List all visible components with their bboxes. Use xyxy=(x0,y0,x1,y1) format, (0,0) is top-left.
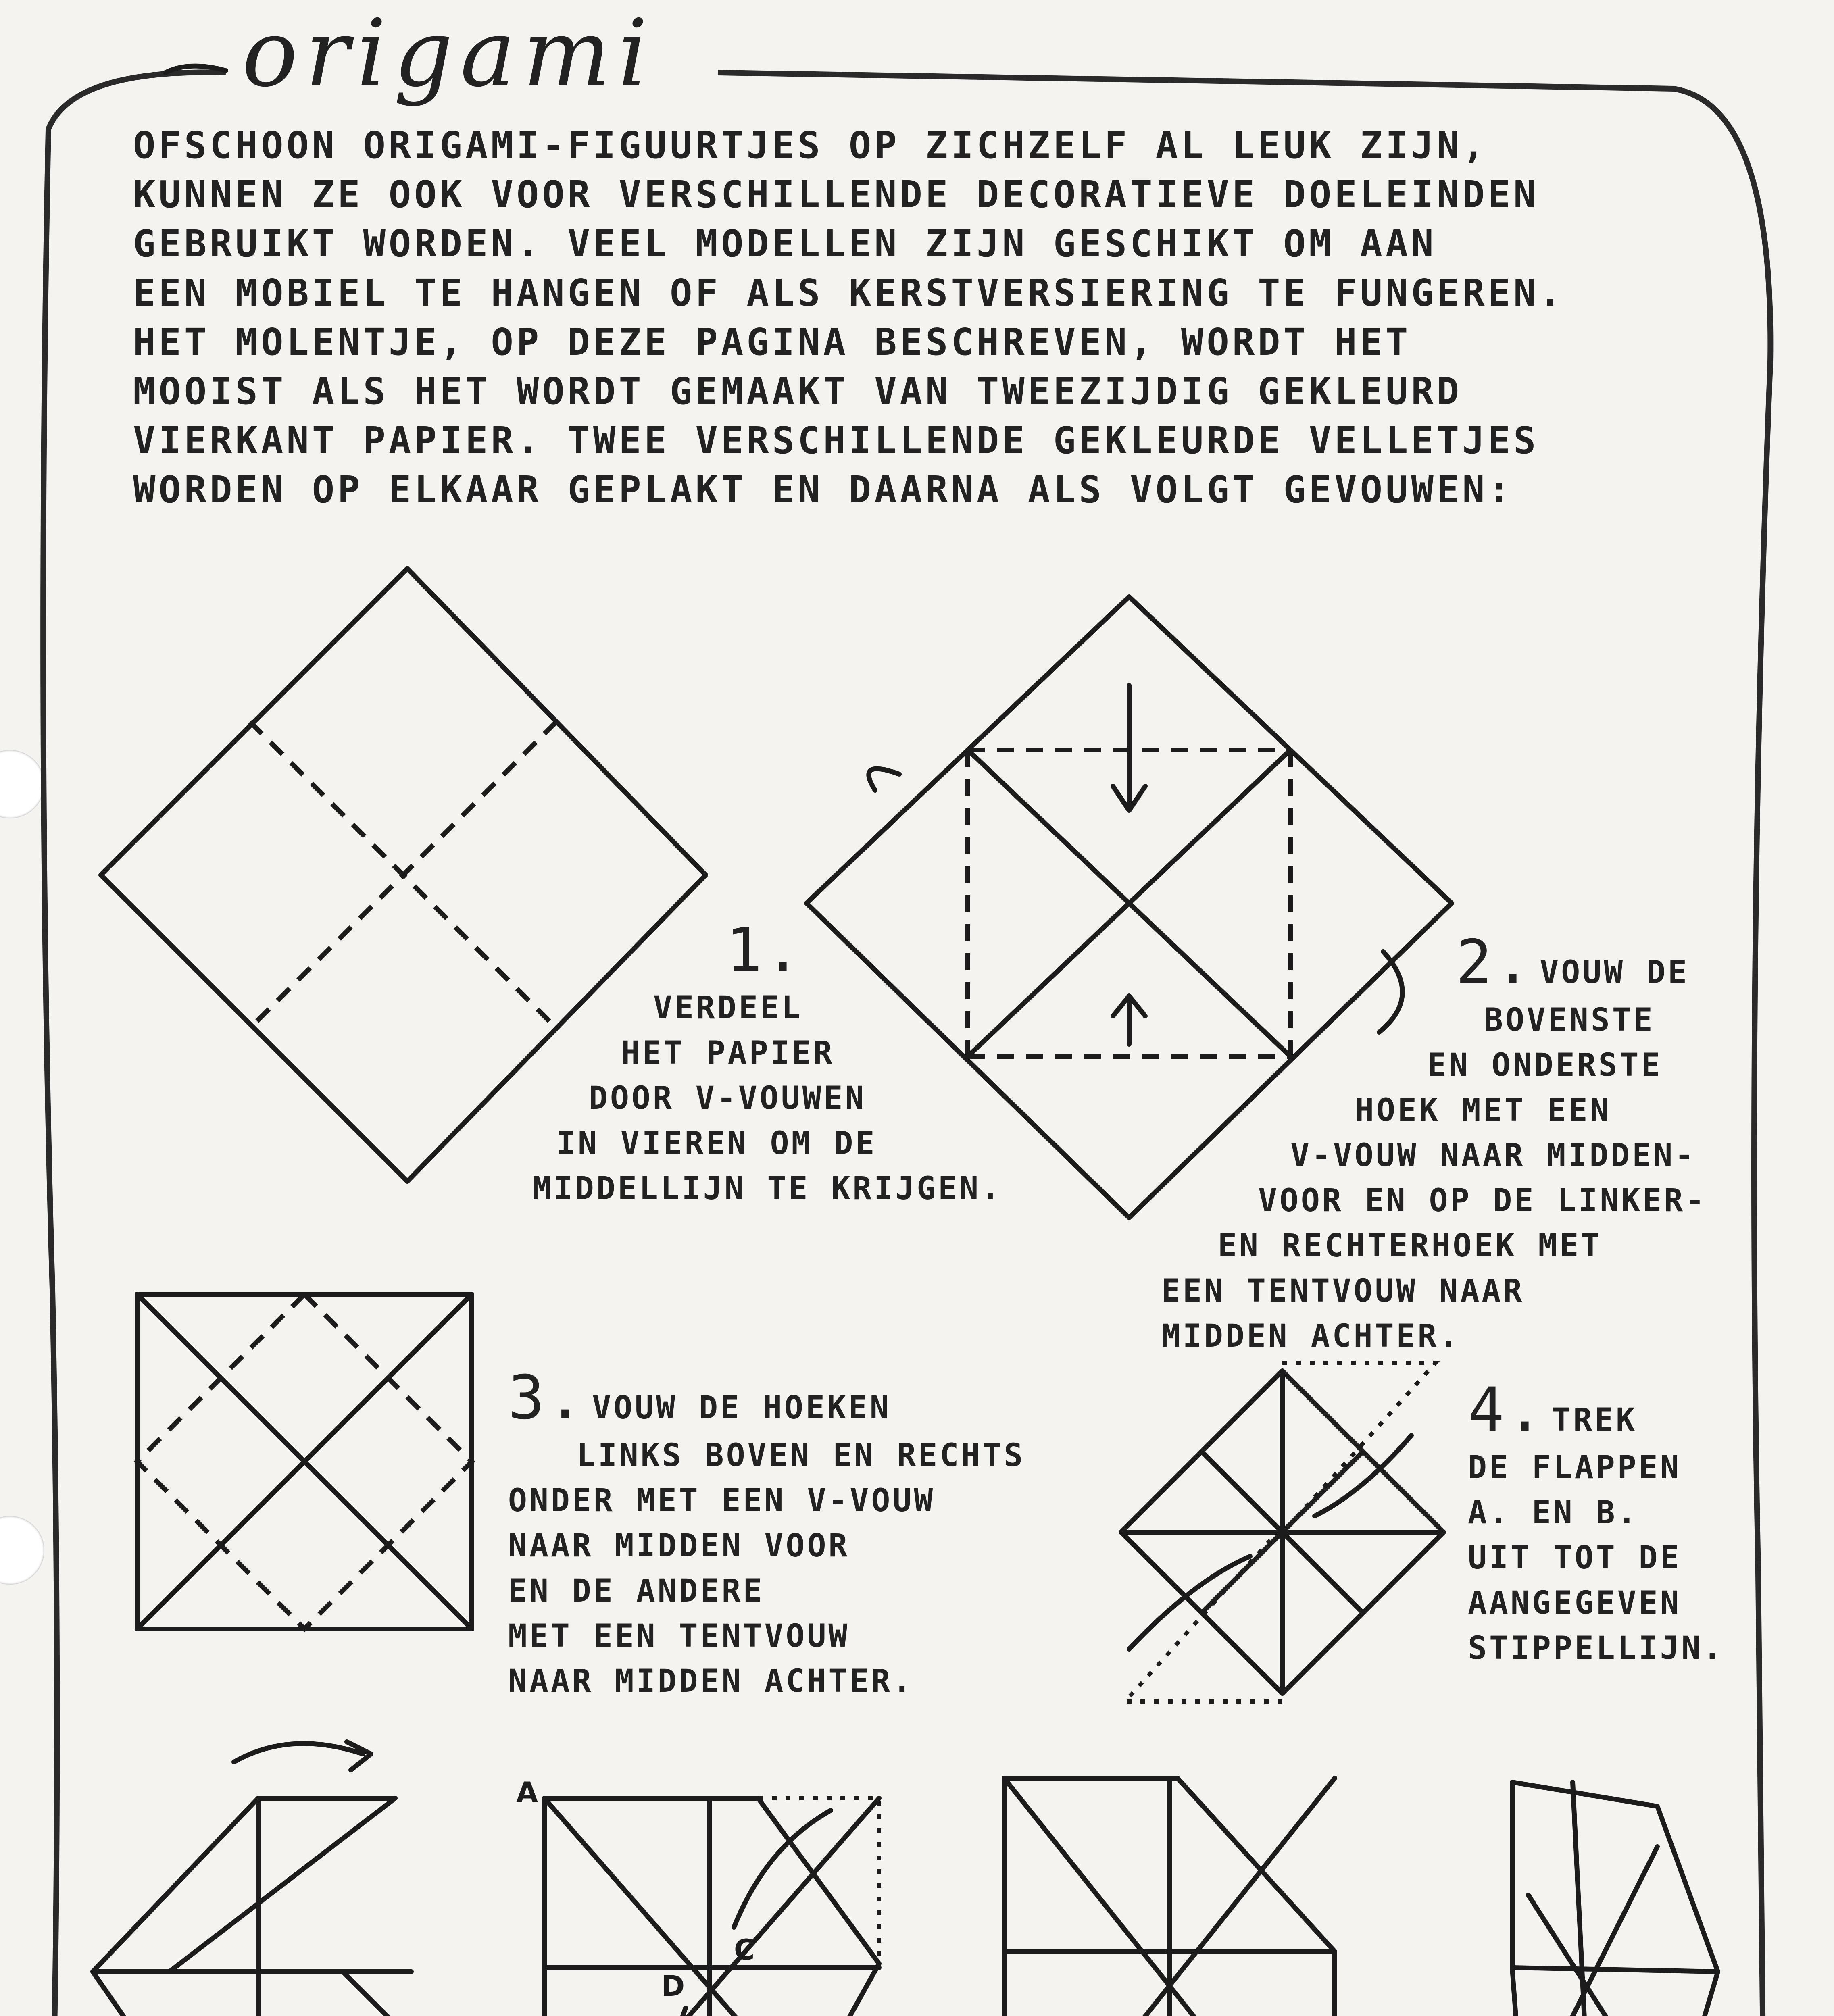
step-text-line: VOUW DE HOEKEN xyxy=(592,1390,891,1426)
step-number: 2. xyxy=(1456,927,1534,998)
step-text-line: ONDER MET EEN V-VOUW xyxy=(508,1483,936,1519)
step-text-line: NAAR MIDDEN ACHTER. xyxy=(508,1663,914,1699)
intro-line: MOOIST ALS HET WORDT GEMAAKT VAN TWEEZIJDIG GEKLEURD xyxy=(133,370,1463,413)
step-text-line: HOEK MET EEN xyxy=(1355,1092,1611,1129)
step-4-diagram xyxy=(1121,1363,1444,1702)
label-d: D xyxy=(661,1970,685,2003)
intro-line: EEN MOBIEL TE HANGEN OF ALS KERSTVERSIERING TE FUNGEREN. xyxy=(133,271,1565,314)
step-text-line: UIT TOT DE xyxy=(1468,1540,1682,1576)
step-text-line: STIPPELLIJN. xyxy=(1468,1630,1724,1666)
step-text-line: A. EN B. xyxy=(1468,1495,1639,1531)
step-text-line: VOOR EN OP DE LINKER- xyxy=(1258,1183,1707,1219)
step-3-diagram xyxy=(137,1294,472,1629)
step-6-diagram xyxy=(516,1776,909,2016)
intro-line: HET MOLENTJE, OP DEZE PAGINA BESCHREVEN, WORDT HET xyxy=(133,321,1411,364)
step-text-line: EN RECHTERHOEK MET xyxy=(1218,1228,1603,1264)
step-text-line: MIDDELLIJN TE KRIJGEN. xyxy=(532,1170,1002,1207)
step-text-line: TREK xyxy=(1552,1402,1638,1438)
step-4-caption xyxy=(1468,1375,1724,1671)
intro-line: KUNNEN ZE OOK VOOR VERSCHILLENDE DECORATIEVE DOELEINDEN xyxy=(133,173,1539,216)
label-c: C xyxy=(734,1933,755,1966)
step-text-line: MET EEN TENTVOUW xyxy=(508,1618,850,1654)
intro-line: OFSCHOON ORIGAMI-FIGUURTJES OP ZICHZELF AL LEUK ZIJN, xyxy=(133,124,1488,167)
step-number: 3. xyxy=(508,1363,586,1433)
step-1-caption xyxy=(532,915,1002,1211)
step-number: 1. xyxy=(726,915,804,985)
step-text-line: IN VIEREN OM DE xyxy=(556,1125,877,1162)
step-text-line: BOVENSTE xyxy=(1484,1002,1655,1038)
intro-line: GEBRUIKT WORDEN. VEEL MODELLEN ZIJN GESCHIKT OM AAN xyxy=(133,222,1437,265)
step-text-line: NAAR MIDDEN VOOR xyxy=(508,1528,850,1564)
step-text-line: V-VOUW NAAR MIDDEN- xyxy=(1290,1137,1696,1174)
label-a: A xyxy=(516,1776,538,1809)
step-3-caption xyxy=(508,1363,1025,1704)
page-title: origami xyxy=(242,0,655,108)
step-text-line: VOUW DE xyxy=(1540,954,1689,991)
intro-text xyxy=(133,121,1746,514)
step-text-line: AANGEGEVEN xyxy=(1468,1585,1682,1621)
step-number: 4. xyxy=(1468,1375,1546,1445)
step-text-line: HET PAPIER xyxy=(621,1035,835,1071)
step-5-diagram xyxy=(93,1742,411,2016)
step-7-diagram-front xyxy=(1004,1778,1335,2016)
step-text-line: LINKS BOVEN EN RECHTS xyxy=(577,1437,1025,1474)
step-text-line: MIDDEN ACHTER. xyxy=(1161,1318,1461,1354)
step-2-caption xyxy=(1161,927,1707,1359)
step-text-line: DOOR V-VOUWEN xyxy=(589,1080,867,1116)
step-text-line: EN DE ANDERE xyxy=(508,1573,765,1609)
step-7-diagram-side xyxy=(1512,1782,1718,2016)
step-text-line: EEN TENTVOUW NAAR xyxy=(1161,1273,1525,1309)
intro-line: WORDEN OP ELKAAR GEPLAKT EN DAARNA ALS VOLGT GEVOUWEN: xyxy=(133,468,1513,511)
step-text-line: EN ONDERSTE xyxy=(1428,1047,1663,1083)
step-text-line: DE FLAPPEN xyxy=(1468,1450,1682,1486)
step-text-line: VERDEEL xyxy=(653,990,803,1026)
intro-line: VIERKANT PAPIER. TWEE VERSCHILLENDE GEKLEURDE VELLETJES xyxy=(133,419,1539,462)
